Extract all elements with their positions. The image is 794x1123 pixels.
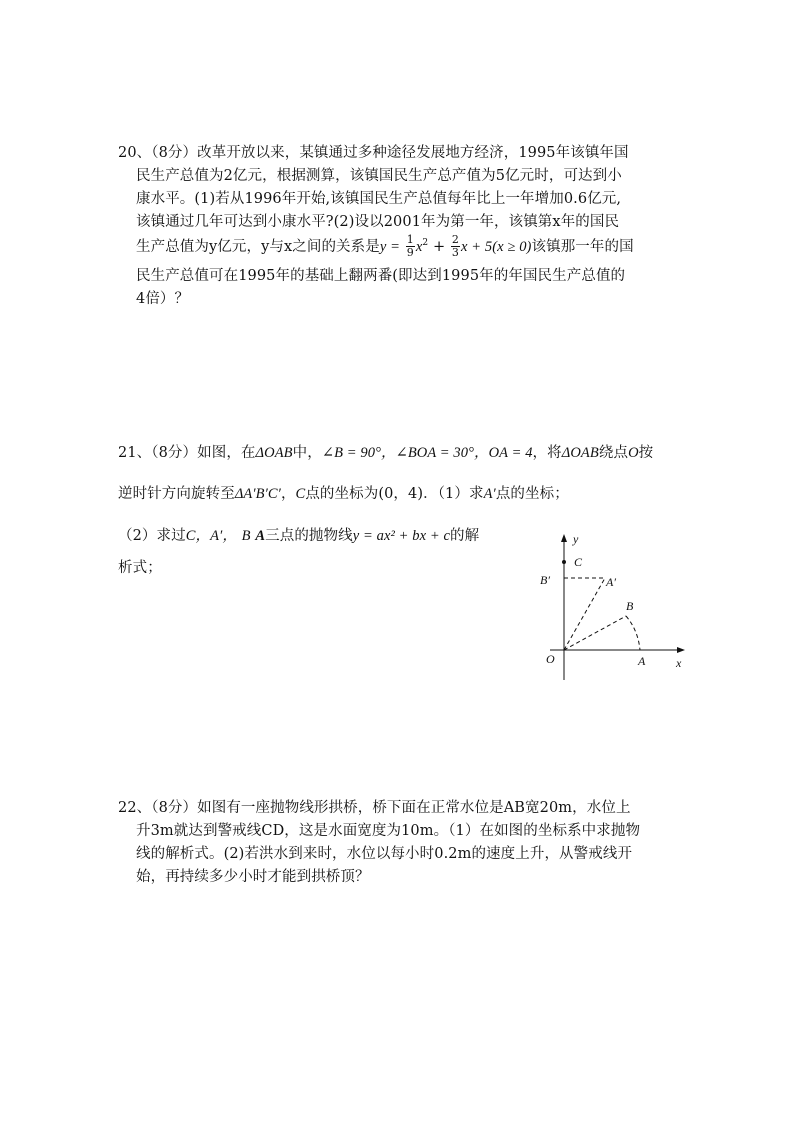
label-a: A — [638, 654, 646, 668]
triangle-oab: ΔOAB — [561, 445, 599, 461]
fraction-one-ninth: $\frac{1}{9}$ — [406, 233, 414, 260]
q22-line-4: 始，再持续多少小时才能到拱桥顶？ — [136, 869, 370, 885]
label-c: C — [574, 555, 583, 569]
q21-text: 点的坐标； — [495, 486, 569, 502]
formula-plus: + — [432, 238, 446, 255]
q21-text: ，将 — [532, 445, 562, 461]
x-axis-arrow — [677, 647, 685, 653]
point-c: C — [295, 486, 306, 502]
q21-text: 的解 — [450, 528, 480, 544]
q20-line-1: 20、（8分）改革开放以来，某镇通过多种途径发展地方经济，1995年该镇年国 — [118, 145, 629, 161]
triangle-a1b1c1: ΔA′B′C′ — [234, 486, 281, 502]
q20-line-6: 民生产总值可在1995年的基础上翻两番(即达到1995年的年国民生产总值的 — [136, 268, 626, 284]
q21-line-1 — [118, 441, 653, 462]
label-b-prime: B′ — [540, 573, 550, 587]
point-o: O — [628, 445, 639, 461]
q21-text: ， — [280, 486, 296, 502]
q20-line-4: 该镇通过几年可达到小康水平?(2)设以2001年为第一年，该镇第x年的国民 — [136, 214, 620, 230]
parabola-formula: y = ax² + bx + c — [352, 528, 451, 544]
q20-line-5-suffix: 该镇那一年的国 — [531, 238, 634, 255]
q21-text: 中， — [292, 445, 322, 461]
q22-line-2: 升3m就达到警戒线CD，这是水面宽度为10m。（1）在如图的坐标系中求抛物 — [136, 823, 641, 839]
segment-b-a — [626, 616, 640, 650]
q21-text: 21、（8分）如图，在 — [118, 445, 256, 461]
segment-o-b — [564, 616, 626, 650]
label-o: O — [546, 652, 555, 666]
q20-line-7: 4倍）？ — [136, 291, 190, 307]
point-a-prime: A′ — [483, 486, 496, 502]
q20-line-2: 民生产总值为2亿元，根据测算，该镇国民生产总产值为5亿元时，可达到小 — [136, 168, 622, 184]
formula-tail: x + 5(x ≥ 0) — [461, 238, 532, 255]
label-b: B — [626, 599, 634, 613]
q22-line-3: 线的解析式。(2)若洪水到来时，水位以每小时0.2m的速度上升，从警戒线开 — [136, 846, 633, 862]
q21-text: 三点的抛物线 — [265, 528, 353, 544]
q22-line-1: 22、（8分）如图有一座抛物线形拱桥，桥下面在正常水位是AB宽20m，水位上 — [118, 800, 631, 816]
q21-text: （2）求过 — [118, 528, 186, 544]
q20-line-5 — [136, 231, 634, 259]
q21-text: 按 — [638, 445, 654, 461]
q20-line-3: 康水平。(1)若从1996年开始,该镇国民生产总值每年比上一年增加0.6亿元, — [136, 191, 622, 207]
q20-line-5-prefix: 生产总值为y亿元，y与x之间的关系是 — [136, 238, 380, 255]
label-y: y — [573, 532, 579, 546]
q21-line-2 — [118, 482, 569, 503]
coordinate-figure — [530, 530, 690, 690]
q21-text: 点的坐标为(0，4)．（1）求 — [305, 486, 484, 502]
point-b: B — [241, 528, 251, 544]
q21-line-3 — [118, 524, 479, 545]
formula-x-term: x — [415, 238, 423, 255]
triangle-oab: ΔOAB — [255, 445, 293, 461]
label-x: x — [676, 656, 682, 670]
angle-conditions: ∠B = 90°，∠BOA = 30°，OA = 4 — [321, 445, 533, 461]
q21-text: 绕点 — [598, 445, 629, 461]
points-list: C，A′， — [185, 528, 237, 544]
fraction-two-thirds: $\frac{2}{3}$ — [451, 233, 460, 260]
point-a-bold: A — [255, 528, 266, 544]
q21-text: 逆时针方向旋转至 — [118, 486, 235, 502]
label-a-prime: A′ — [606, 575, 616, 589]
point-c-marker — [562, 560, 566, 564]
formula-lhs: y = — [379, 238, 401, 255]
formula-exponent: 2 — [422, 238, 429, 248]
y-axis-arrow — [561, 534, 567, 542]
q21-line-4: 析式； — [118, 560, 162, 576]
